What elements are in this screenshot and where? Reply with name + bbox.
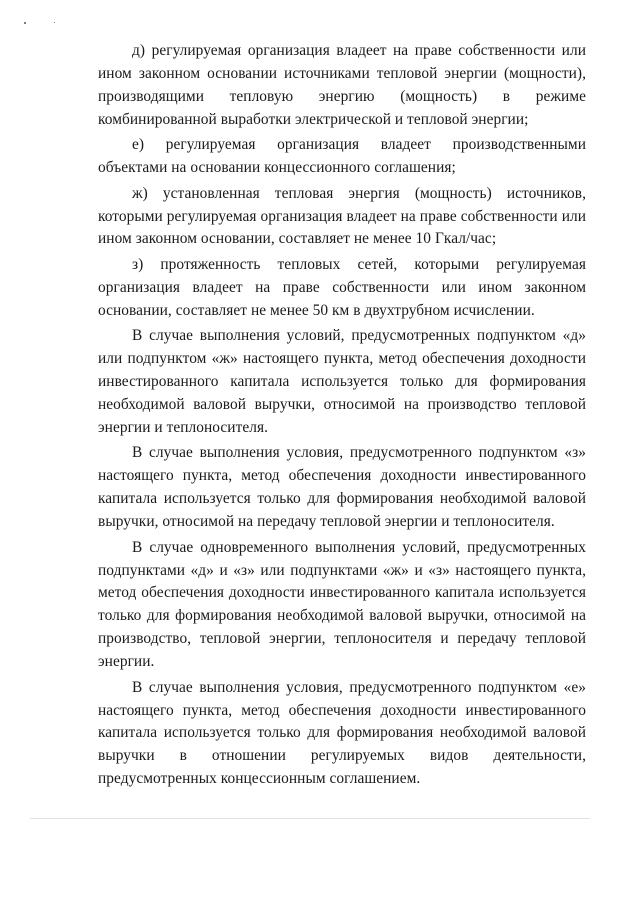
paragraph-condition-d-zh: В случае выполнения условий, предусмотренных подпунктом «д» или подпунктом «ж» настоящего пункта, метод обеспечения доходности инвестированного капитала используется только для формирования необходимой валовой выручки, относимой на производство тепловой энергии и теплоносителя. [98,327,586,436]
paragraph-condition-e: В случае выполнения условия, предусмотренного подпунктом «е» настоящего пункта, метод обеспечения доходности инвестированного капитала используется только для формирования необходимой валовой выручки в отношении регулируемых видов деятельности, предусмотренных концессионным соглашением. [98,678,586,788]
scan-artifact-line [30,818,590,819]
paragraph-condition-combined: В случае одновременного выполнения условий, предусмотренных подпунктами «д» и «з» или подпунктами «ж» и «з» настоящего пункта, метод обеспечения доходности инвестированного капитала используется только для формирования необходимой валовой выручки, относимой на производство, тепловой энергии, теплоносителя и передачу тепловой энергии. [98,538,586,671]
paragraph-subitem-zh: ж) установленная тепловая энергия (мощность) источников, которыми регулируемая организация владеет на праве собственности или ином законном основании, составляет не менее 10 Гкал/час; [98,184,586,248]
paragraph-subitem-d: д) регулируемая организация владеет на праве собственности или ином законном основании источниками тепловой энергии (мощности), производящими тепловую энергию (мощность) в режиме комбинированной выработки электрической и тепловой энергии; [98,42,586,128]
document-body [98,40,586,794]
scan-artifact-dot [54,22,55,23]
scan-artifact-dot [24,22,26,24]
paragraph-subitem-z: з) протяженность тепловых сетей, которыми регулируемая организация владеет на праве собственности или ином законном основании, составляет не менее 50 км в двухтрубном исчислении. [98,255,586,319]
paragraph-condition-z: В случае выполнения условия, предусмотренного подпунктом «з» настоящего пункта, метод обеспечения доходности инвестированного капитала используется только для формирования необходимой валовой выручки, относимой на передачу тепловой энергии и теплоносителя. [98,444,586,531]
paragraph-subitem-e: е) регулируемая организация владеет производственными объектами на основании концессионного соглашения; [98,136,586,177]
